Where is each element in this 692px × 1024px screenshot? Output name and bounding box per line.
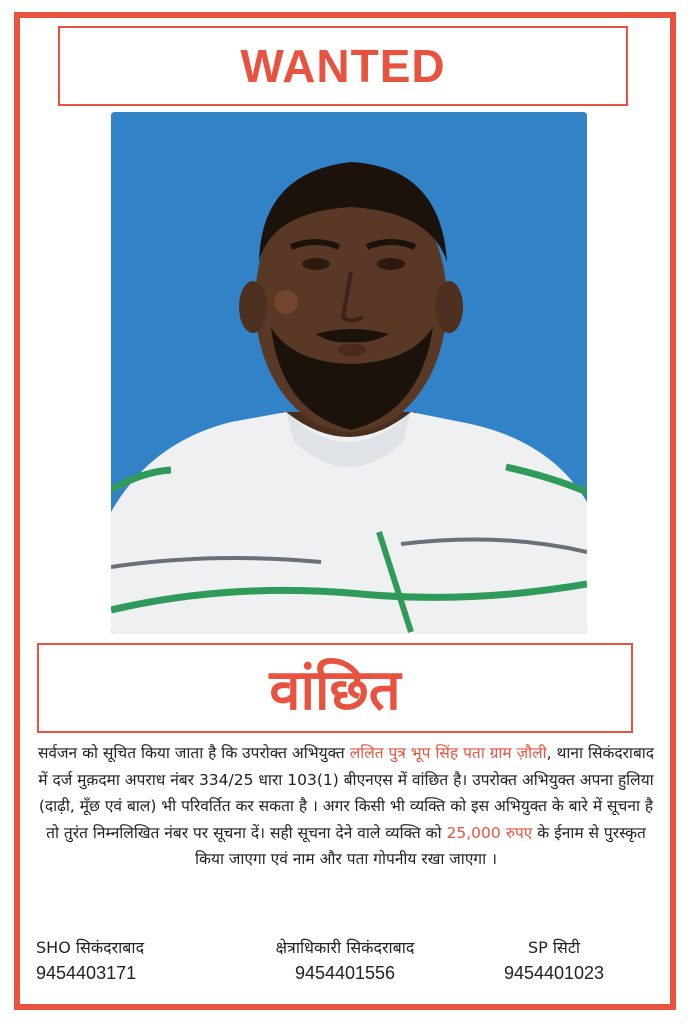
hindi-title: वांछित: [269, 658, 401, 723]
notice-paragraph: [34, 740, 658, 873]
reward-amount: 25,000 रुपए: [446, 823, 533, 842]
contact-role: SP सिटी: [527, 938, 581, 957]
wanted-header: WANTED: [240, 40, 446, 92]
contact-sp: [484, 936, 624, 986]
suspect-portrait-image: [111, 112, 587, 634]
contact-role: SHO सिकंदराबाद: [36, 938, 145, 957]
suspect-photo: [111, 112, 587, 634]
contact-sho: [36, 936, 166, 986]
notice-text-3: के ईनाम से पुरस्कृत किया जाएगा एवं नाम और पता गोपनीय रखा जाएगा ।: [195, 823, 646, 868]
contact-co: [240, 936, 450, 986]
accused-name: ललित पुत्र भूप सिंह पता ग्राम ज़ौली: [349, 744, 547, 762]
hindi-title-box: [37, 643, 633, 733]
wanted-header-box: [58, 26, 628, 106]
contact-phone: 9454401556: [294, 963, 396, 983]
contact-role: क्षेत्राधिकारी सिकंदराबाद: [275, 938, 415, 957]
contact-phone: 9454403171: [36, 963, 137, 983]
notice-text-2: , थाना सिकंदराबाद में दर्ज मुक़दमा अपराध नंबर 334/25 धारा 103(1) बीएनएस में वांछित है। उपरोक्त अभियुक्त अपना हुलिया (दाढ़ी, मूँछ एवं बाल) भी परिवर्तित कर सकता है । अगर किसी भी व्यक्ति को इस अभियुक्त के बारे में सूचना है तो तुरंत निम्नलिखित नंबर पर सूचना दें। सही सूचना देने वाले व्यक्ति को: [38, 744, 655, 842]
notice-text-1: सर्वजन को सूचित किया जाता है कि उपरोक्त अभियुक्त: [37, 744, 350, 762]
contact-phone: 9454401023: [503, 963, 605, 983]
